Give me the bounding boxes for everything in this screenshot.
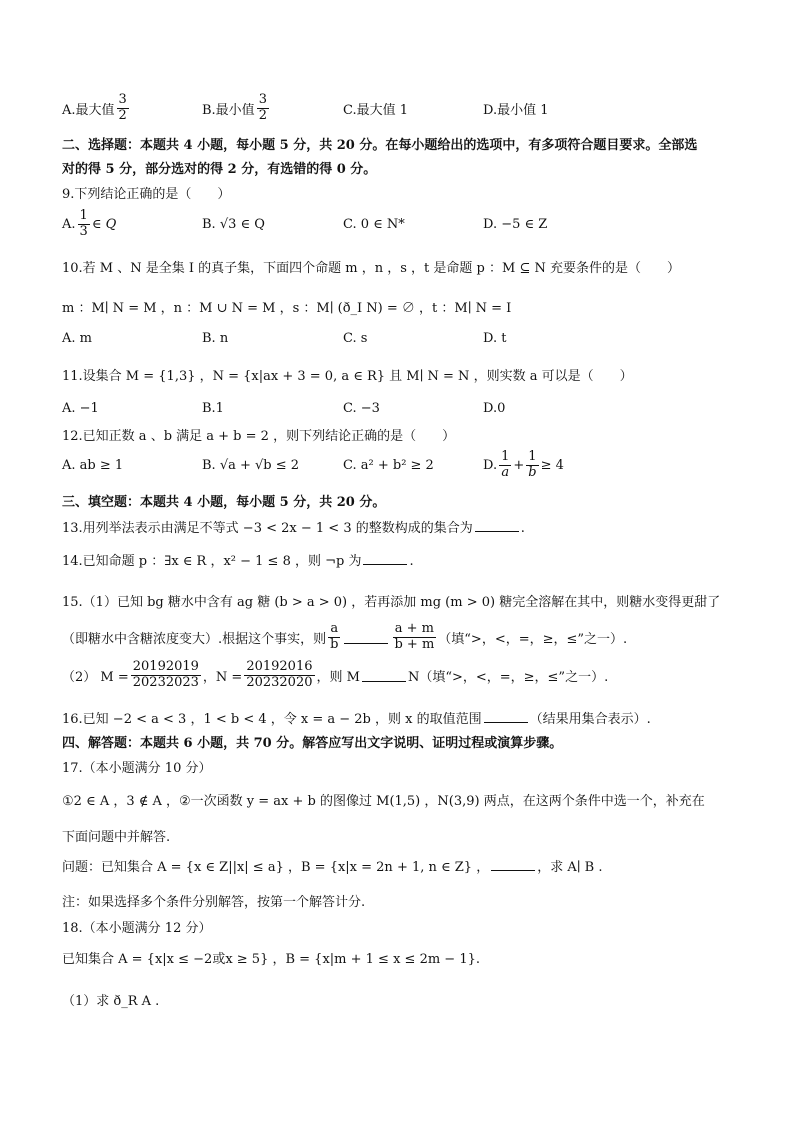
q10-options — [62, 320, 742, 356]
q11-option-d: D.0 — [483, 400, 506, 416]
q15-line1: 15.（1）已知 bg 糖水中含有 ag 糖 (b > a > 0) ，若再添加 mg (m > 0) 糖完全溶解在其中，则糖水变得更甜了 — [62, 595, 721, 610]
q9-stem: 9.下列结论正确的是（ ） — [62, 187, 231, 202]
q8-option-b-label: B.最小值 — [202, 102, 255, 118]
q15-fraction-m: $\frac{20192019}{20232023}$ — [132, 659, 199, 690]
section3-heading: 三、填空题：本题共 4 小题，每小题 5 分，共 20 分。 — [62, 495, 386, 510]
section2-heading-line2: 对的得 5 分，部分选对的得 2 分，有选错的得 0 分。 — [62, 162, 377, 177]
q10-propositions: m ：M∣ N = M ，n ：M ∪ N = M ，s ：M∣ (ð_I N) = ∅ ，t ：M∣ N = I — [62, 301, 512, 316]
q11-option-c: C. −3 — [343, 400, 380, 416]
q15-part2-answer-blank[interactable] — [362, 669, 406, 682]
section4-heading: 四、解答题：本题共 6 小题，共 70 分。解答应写出文字说明、证明过程或演算步骤。 — [62, 736, 563, 751]
q12-stem: 12.已知正数 a 、b 满足 a + b = 2 ，则下列结论正确的是（ ） — [62, 429, 456, 444]
q9-options — [62, 204, 742, 244]
q12-option-c: C. a² + b² ≥ 2 — [343, 457, 434, 473]
q9-option-a: A. $\frac{1}{3}$ ∈ Q — [62, 207, 117, 239]
q12-option-d: D. $\frac{1}{a}$ + $\frac{1}{b}$ ≥ 4 — [483, 448, 564, 480]
q17-line3: 问题：已知集合 A = {x ∈ Z||x| ≤ a} ，B = {x|x = 2n + 1, n ∈ Z} ， ，求 A∣ B . — [62, 860, 603, 875]
q18-header: 18.（本小题满分 12 分） — [62, 921, 212, 936]
q8-option-a-fraction: $\frac{3}{2}$ — [118, 91, 127, 123]
q15-part1-answer-blank[interactable] — [344, 631, 388, 644]
section2-heading-line1: 二、选择题：本题共 4 小题，每小题 5 分，共 20 分。在每小题给出的选项中，有多项符合题目要求。全部选 — [62, 138, 698, 153]
q8-option-b-fraction: $\frac{3}{2}$ — [258, 91, 267, 123]
q17-header: 17.（本小题满分 10 分） — [62, 761, 212, 776]
q17-note: 注：如果选择多个条件分别解答，按第一个解答计分. — [62, 895, 366, 910]
q15-fraction-a-b: $\frac{a}{b}$ — [330, 621, 339, 652]
q11-option-a: A. −1 — [62, 400, 99, 416]
q15-fraction-am-bm: $\frac{a + m}{b + m}$ — [394, 621, 435, 652]
q11-options — [62, 390, 742, 426]
q8-option-c: C.最大值 1 — [343, 102, 409, 118]
q17-condition-blank[interactable] — [491, 858, 535, 871]
q8-option-a — [62, 88, 131, 128]
q10-stem: 10.若 M 、N 是全集 I 的真子集，下面四个命题 m ，n ，s ，t 是命题 p ：M ⊆ N 充要条件的是（ ） — [62, 261, 680, 276]
q16: 16.已知 −2 < a < 3 ，1 < b < 4 ，令 x = a − 2b ，则 x 的取值范围 （结果用集合表示）. — [62, 712, 651, 727]
q9-option-c: C. 0 ∈ N* — [343, 216, 405, 232]
q15-line3: （2） M = $\frac{20192019}{20232023}$ ，N = $\frac{20192016}{20232020}$ ，则 M N（填“>，<，=，≥，≤”之一）. — [62, 659, 609, 690]
q8-option-b — [202, 88, 271, 128]
q8-option-a-label: A.最大值 — [62, 102, 115, 118]
q17-line1: ①2 ∈ A ，3 ∉ A ，②一次函数 y = ax + b 的图像过 M(1,5) ，N(3,9) 两点，在这两个条件中选一个，补充在 — [62, 794, 705, 809]
q9-option-a-fraction: $\frac{1}{3}$ — [79, 207, 88, 239]
q18-line1: 已知集合 A = {x|x ≤ −2或x ≥ 5} ，B = {x|m + 1 ≤ x ≤ 2m − 1}. — [62, 952, 480, 967]
q10-option-a: A. m — [62, 330, 92, 346]
q10-option-b: B. n — [202, 330, 229, 346]
q13-answer-blank[interactable] — [475, 519, 519, 532]
q16-answer-blank[interactable] — [484, 710, 528, 723]
q9-option-b: B. √3 ∈ Q — [202, 216, 265, 232]
q8-options — [62, 88, 742, 128]
q15-line2: （即糖水中含糖浓度变大）.根据这个事实，则 $\frac{a}{b}$ $\frac{a + m}{b + m}$ （填“>，<，=，≥，≤”之一）. — [62, 621, 628, 652]
q18-part1: （1）求 ð_R A . — [62, 994, 160, 1009]
q13: 13.用列举法表示由满足不等式 −3 < 2x − 1 < 3 的整数构成的集合为 . — [62, 521, 525, 536]
q10-option-c: C. s — [343, 330, 368, 346]
q17-line2: 下面问题中并解答. — [62, 830, 171, 845]
q12-option-b: B. √a + √b ≤ 2 — [202, 457, 300, 473]
q9-option-d: D. −5 ∈ Z — [483, 216, 548, 232]
q15-fraction-n: $\frac{20192016}{20232020}$ — [246, 659, 313, 690]
q12-option-a: A. ab ≥ 1 — [62, 457, 124, 473]
q10-option-d: D. t — [483, 330, 507, 346]
q12-options — [62, 443, 742, 487]
q11-option-b: B.1 — [202, 400, 224, 416]
q14-answer-blank[interactable] — [363, 552, 407, 565]
q8-option-d: D.最小值 1 — [483, 102, 549, 118]
q11-stem: 11.设集合 M = {1,3} ，N = {x|ax + 3 = 0, a ∈ R} 且 M∣ N = N ，则实数 a 可以是（ ） — [62, 369, 633, 384]
q14: 14.已知命题 p ：∃x ∈ R ，x² − 1 ≤ 8 ，则 ¬p 为 . — [62, 554, 414, 569]
